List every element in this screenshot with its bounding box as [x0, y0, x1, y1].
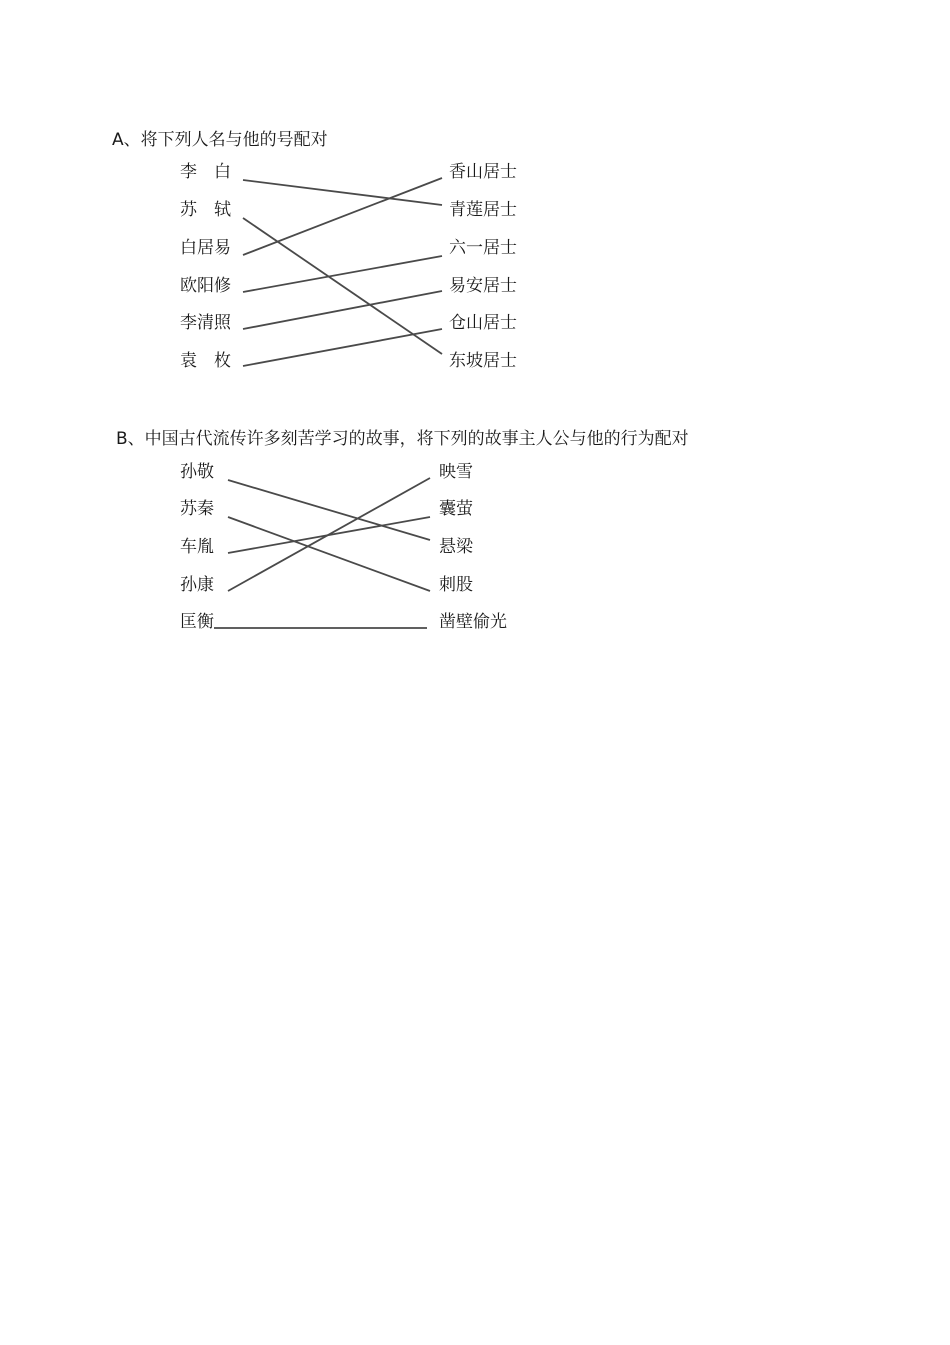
section-b-left-item: 孙康: [180, 575, 214, 595]
section-b-right-item: 凿壁偷光: [439, 612, 507, 632]
section-a-left-item: 白居易: [180, 238, 231, 258]
section-b-left-item: 车胤: [180, 537, 214, 557]
section-b-match-line: [228, 517, 430, 553]
section-a-title: A、将下列人名与他的号配对: [112, 130, 328, 150]
section-a-left-item: 袁 枚: [180, 351, 231, 371]
section-b-left-item: 孙敬: [180, 462, 214, 482]
section-a-left-item: 李 白: [180, 162, 231, 182]
section-a-right-item: 六一居士: [449, 238, 517, 258]
section-a-left-item: 欧阳修: [180, 276, 231, 296]
section-a-match-line: [243, 180, 442, 205]
section-b-left-item: 苏秦: [180, 499, 214, 519]
section-b-right-item: 刺股: [439, 575, 473, 595]
section-b-match-line: [228, 480, 430, 540]
section-a-lines: [243, 178, 442, 366]
section-b-right-item: 映雪: [439, 462, 473, 482]
section-b-right-item: 囊萤: [439, 499, 473, 519]
section-b-left-item: 匡衡: [180, 612, 214, 632]
section-a-right-item: 易安居士: [449, 276, 517, 296]
section-a-match-line: [243, 291, 442, 329]
section-a-right-item: 香山居士: [449, 162, 517, 182]
section-b-title: B、中国古代流传许多刻苦学习的故事，将下列的故事主人公与他的行为配对: [116, 429, 689, 449]
section-b-lines: [214, 478, 430, 628]
section-a-right-item: 仓山居士: [449, 313, 517, 333]
section-b-match-line: [228, 478, 430, 591]
section-a-left-item: 苏 轼: [180, 200, 231, 220]
section-a-match-line: [243, 178, 442, 255]
section-a-left-item: 李清照: [180, 313, 231, 333]
section-b-match-line: [228, 517, 430, 591]
section-b-right-item: 悬梁: [439, 537, 473, 557]
section-a-right-item: 东坡居士: [449, 351, 517, 371]
section-a-match-line: [243, 218, 442, 354]
section-a-match-line: [243, 329, 442, 366]
section-a-match-line: [243, 256, 442, 292]
section-a-right-item: 青莲居士: [449, 200, 517, 220]
